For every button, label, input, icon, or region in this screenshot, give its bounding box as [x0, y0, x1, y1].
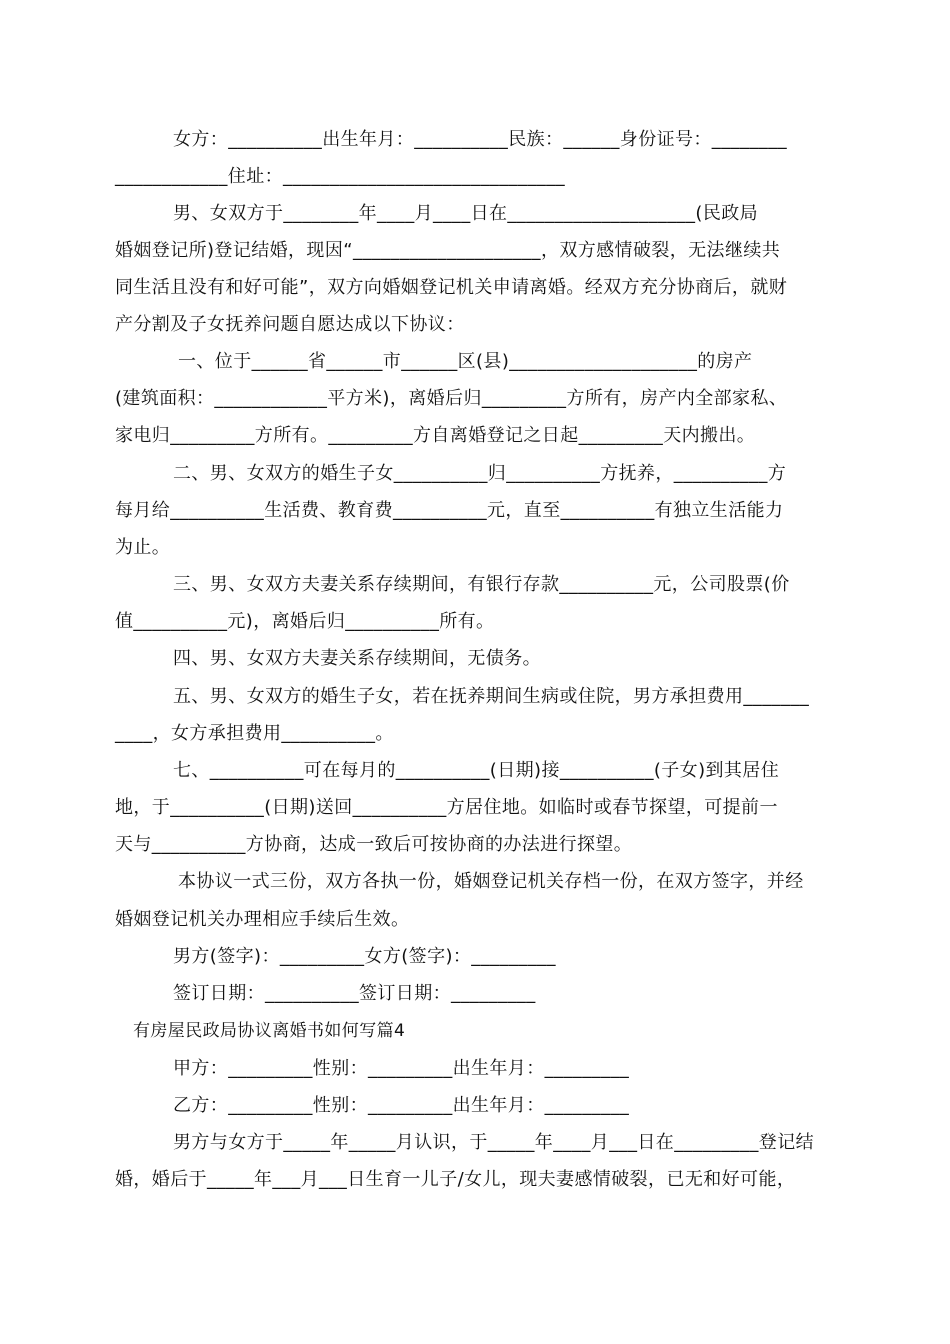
text-line: 家电归_________方所有。_________方自离婚登记之日起_________天内搬出。 — [115, 425, 756, 446]
text-line: 女方：__________出生年月：__________民族：______身份证号：________ — [173, 129, 787, 150]
text-line: 地，于__________(日期)送回__________方居住地。如临时或春节探望，可提前一 — [115, 797, 778, 818]
text-line: 男、女双方于________年____月____日在____________________(民政局 — [173, 203, 759, 224]
text-line: 婚，婚后于_____年___月___日生育一儿子/女儿，现夫妻感情破裂，已无和好可能， — [115, 1169, 796, 1190]
text-line: 值__________元)，离婚后归__________所有。 — [115, 611, 495, 632]
text-line: 三、男、女双方夫妻关系存续期间，有银行存款__________元，公司股票(价 — [173, 574, 790, 595]
text-line: 天与__________方协商，达成一致后可按协商的办法进行探望。 — [115, 834, 633, 855]
text-line: 每月给__________生活费、教育费__________元，直至__________有独立生活能力 — [115, 500, 784, 521]
text-line: 婚姻登记机关办理相应手续后生效。 — [115, 909, 410, 930]
text-line: 同生活且没有和好可能”，双方向婚姻登记机关申请离婚。经双方充分协商后，就财 — [115, 277, 788, 298]
text-line: 七、__________可在每月的__________(日期)接__________(子女)到其居住 — [173, 760, 780, 781]
text-line: 四、男、女双方夫妻关系存续期间，无债务。 — [173, 648, 541, 669]
text-line: 二、男、女双方的婚生子女__________归__________方抚养，__________方 — [173, 463, 787, 484]
text-line: ____________住址：______________________________ — [115, 166, 565, 187]
text-line: 男方与女方于_____年_____月认识，于_____年____月___日在_________登记结 — [173, 1132, 814, 1153]
text-line: (建筑面积：____________平方米)，离婚后归_________方所有，房产内全部家私、 — [115, 388, 788, 409]
text-line: 一、位于______省______市______区(县)____________________的房产 — [178, 351, 753, 372]
text-line: 五、男、女双方的婚生子女，若在抚养期间生病或住院，男方承担费用_______ — [173, 686, 810, 707]
text-line: 婚姻登记所)登记结婚，现因“____________________，双方感情破裂，无法继续共 — [115, 240, 781, 261]
text-line: 乙方：_________性别：_________出生年月：_________ — [173, 1095, 630, 1116]
text-line: ____，女方承担费用__________。 — [115, 723, 394, 744]
text-line: 产分割及子女抚养问题自愿达成以下协议： — [115, 314, 465, 335]
text-line: 本协议一式三份，双方各执一份，婚姻登记机关存档一份，在双方签字，并经 — [178, 871, 804, 892]
text-line: 为止。 — [115, 537, 171, 558]
text-line: 签订日期：__________签订日期：_________ — [173, 983, 536, 1004]
section-heading: 有房屋民政局协议离婚书如何写篇4 — [133, 1021, 406, 1041]
text-line: 男方(签字)：_________女方(签字)：_________ — [173, 946, 556, 967]
text-line: 甲方：_________性别：_________出生年月：_________ — [173, 1058, 630, 1079]
